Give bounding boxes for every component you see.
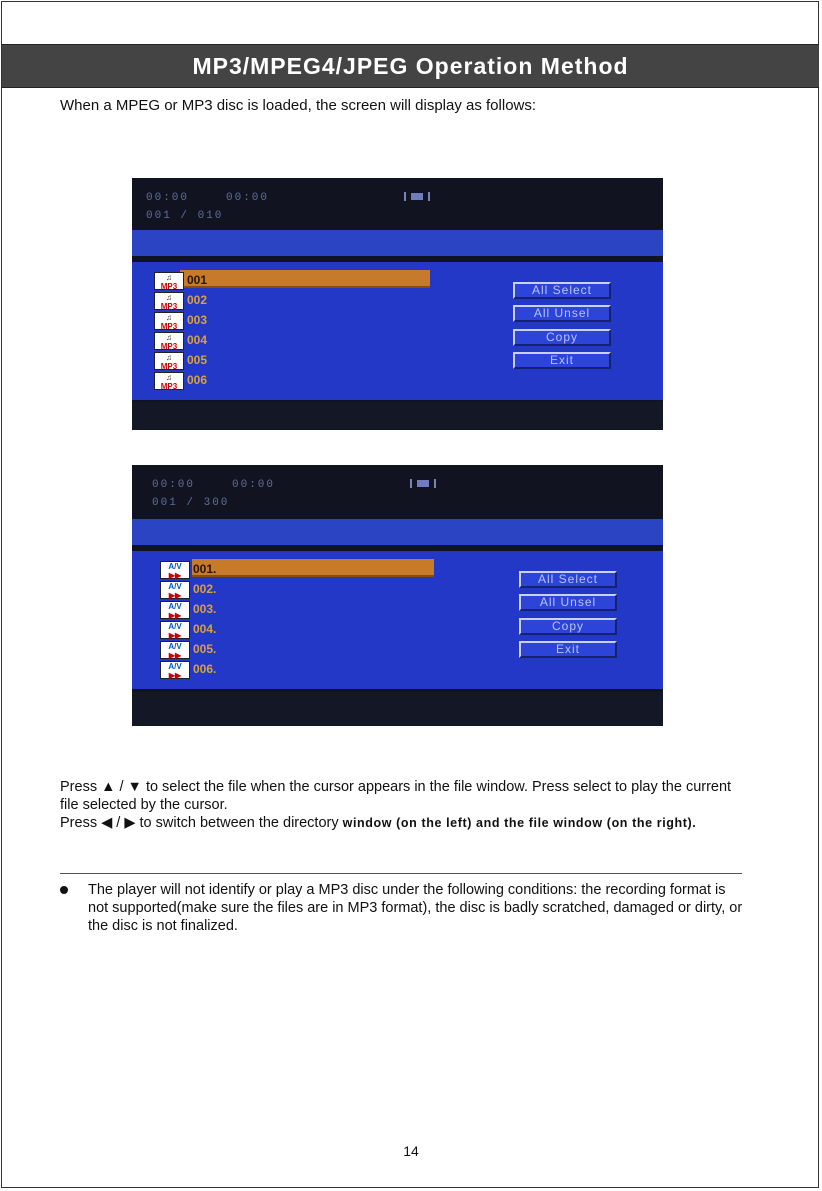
- all-select-button[interactable]: All Select: [513, 282, 611, 299]
- file-name: 005.: [193, 642, 217, 656]
- file-name: 004.: [193, 622, 217, 636]
- mp3-file-icon: ♫ MP3: [154, 332, 184, 350]
- video-file-icon: A/V ▶▶: [160, 661, 190, 679]
- screen-header: [132, 178, 663, 234]
- exit-button[interactable]: Exit: [519, 641, 617, 658]
- time-elapsed: 00:00: [146, 192, 190, 204]
- file-window: [132, 262, 663, 400]
- file-name: 002.: [193, 582, 217, 596]
- file-name: 005: [187, 353, 208, 367]
- file-count: 001 / 300: [152, 497, 230, 509]
- intro-text: When a MPEG or MP3 disc is loaded, the screen will display as follows:: [60, 97, 537, 114]
- file-name: 006.: [193, 662, 217, 676]
- file-name: 003.: [193, 602, 217, 616]
- selection-cursor: [192, 559, 434, 577]
- divider: [60, 873, 742, 874]
- instruction-switch: Press ◀ / ▶ to switch between the directory window (on the left) and the file window (on the right).: [60, 815, 697, 831]
- file-name: 001.: [193, 562, 217, 576]
- bullet-icon: [60, 886, 68, 894]
- mp3-file-icon: ♫ MP3: [154, 292, 184, 310]
- file-name: 006: [187, 373, 208, 387]
- up-down-arrow-icon: ▲ / ▼: [101, 779, 142, 795]
- page-number: 14: [403, 1143, 419, 1159]
- video-file-icon: A/V ▶▶: [160, 581, 190, 599]
- time-elapsed: 00:00: [152, 479, 196, 491]
- all-select-button[interactable]: All Select: [519, 571, 617, 588]
- all-unsel-button[interactable]: All Unsel: [513, 305, 611, 322]
- selection-cursor: [180, 270, 430, 288]
- time-total: 00:00: [232, 479, 276, 491]
- file-name: 002: [187, 293, 208, 307]
- video-file-icon: A/V ▶▶: [160, 561, 190, 579]
- time-total: 00:00: [226, 192, 270, 204]
- mp3-file-icon: ♫ MP3: [154, 372, 184, 390]
- mp3-file-icon: ♫ MP3: [154, 272, 184, 290]
- mp3-file-icon: ♫ MP3: [154, 352, 184, 370]
- file-window: [132, 551, 663, 689]
- screen-footer: [132, 692, 663, 726]
- copy-button[interactable]: Copy: [513, 329, 611, 346]
- battery-icon: [404, 192, 430, 201]
- file-name: 003: [187, 313, 208, 327]
- screen-mp3: [132, 178, 663, 430]
- instruction-select: Press ▲ / ▼ to select the file when the cursor appears in the file window. Press select to play the current file selected by the cursor.: [60, 779, 732, 813]
- screen-mpeg4: [132, 465, 663, 726]
- note-text: The player will not identify or play a MP3 disc under the following conditions: the recording format is not supported(make sure the files are in MP3 format), the disc is badly scratched, damaged or dirty, or the disc is not finalized.: [88, 882, 743, 934]
- exit-button[interactable]: Exit: [513, 352, 611, 369]
- screen-footer: [132, 402, 663, 430]
- battery-icon: [410, 479, 436, 488]
- file-name: 001: [187, 273, 208, 287]
- copy-button[interactable]: Copy: [519, 618, 617, 635]
- file-name: 004: [187, 333, 208, 347]
- page-title: MP3/MPEG4/JPEG Operation Method: [2, 44, 819, 88]
- directory-strip: [132, 519, 663, 545]
- file-count: 001 / 010: [146, 210, 224, 222]
- video-file-icon: A/V ▶▶: [160, 621, 190, 639]
- video-file-icon: A/V ▶▶: [160, 601, 190, 619]
- directory-strip: [132, 230, 663, 256]
- screen-header: [132, 465, 663, 521]
- left-right-arrow-icon: ◀ / ▶: [101, 815, 136, 831]
- video-file-icon: A/V ▶▶: [160, 641, 190, 659]
- all-unsel-button[interactable]: All Unsel: [519, 594, 617, 611]
- mp3-file-icon: ♫ MP3: [154, 312, 184, 330]
